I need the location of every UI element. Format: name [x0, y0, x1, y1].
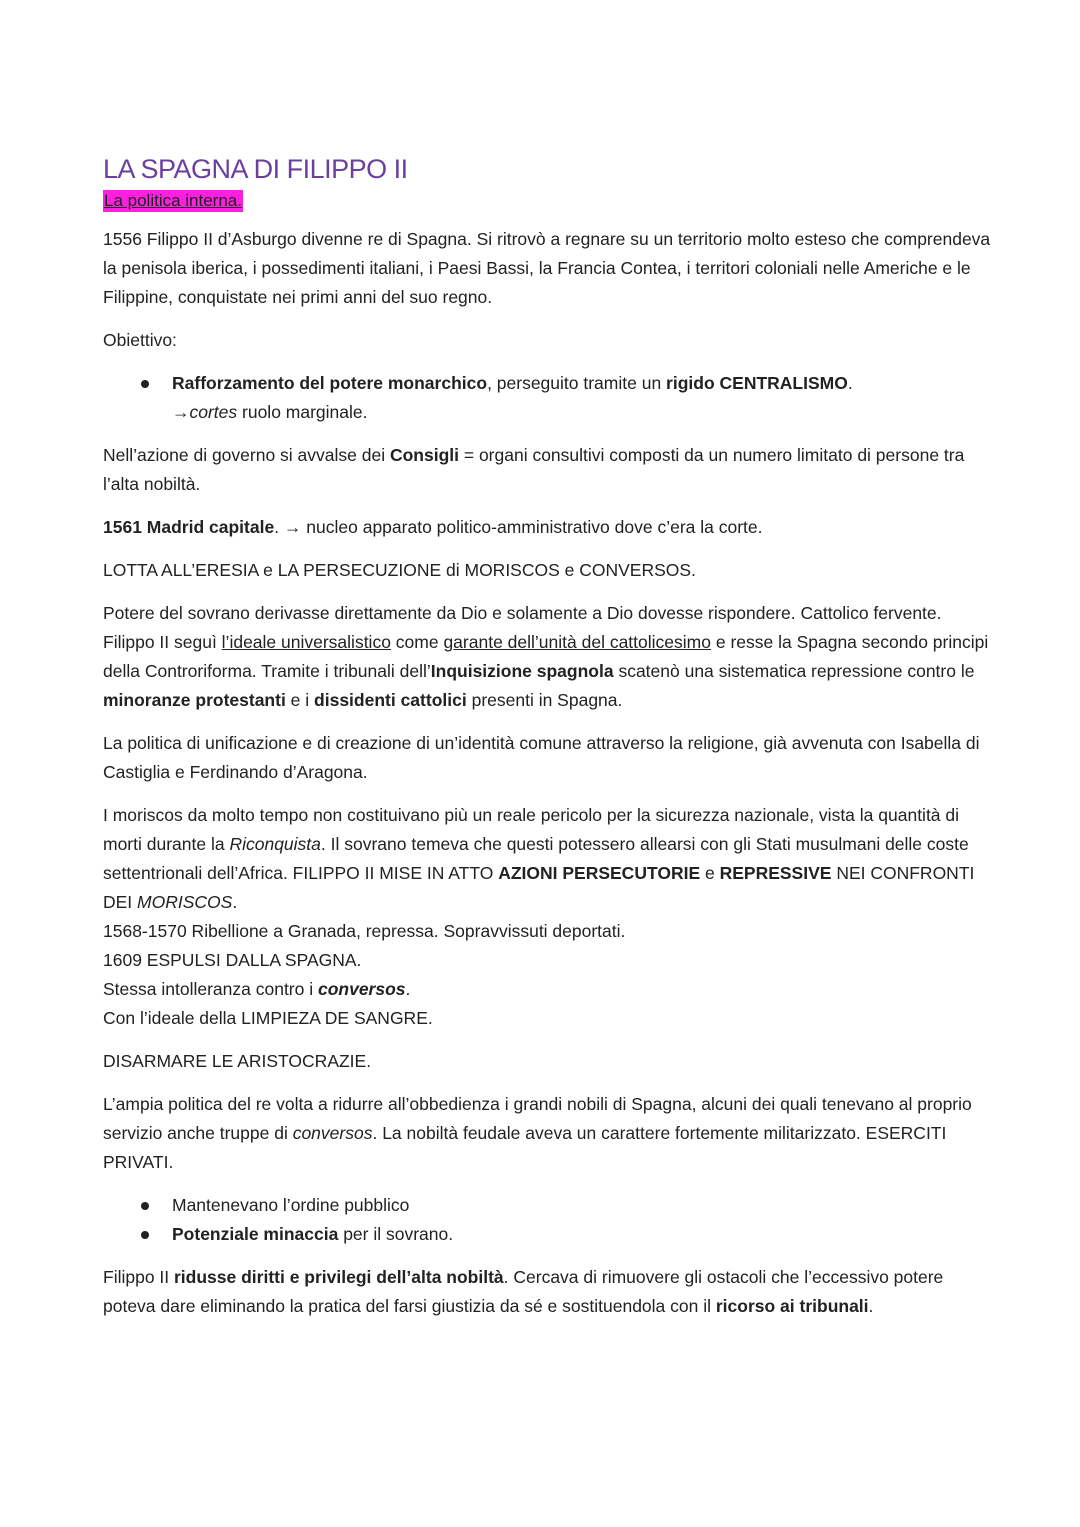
paragraph-moriscos: I moriscos da molto tempo non costituivano più un reale pericolo per la sicurezza nazionale, vista la quantità di morti durante la Riconquista. Il sovrano temeva che questi potessero allearsi con gli Stati musulmani delle coste settentrionali dell’Africa. FILIPPO II MISE IN ATTO AZIONI PERSECUTORIE e REPRESSIVE NEI CONFRONTI DEI MORISCOS. — [103, 805, 975, 912]
bold-text: minoranze protestanti — [103, 690, 286, 710]
bold-text: ridusse diritti e privilegi dell’alta nobiltà — [174, 1267, 504, 1287]
list-item: Mantenevano l’ordine pubblico — [103, 1191, 993, 1220]
arrow-icon: → — [172, 402, 190, 422]
bold-text: AZIONI PERSECUTORIE — [498, 863, 701, 883]
italic-text: MORISCOS — [137, 892, 233, 912]
bullet-list-obiettivo — [103, 369, 993, 427]
paragraph-consigli: Nell’azione di governo si avvalse dei Consigli = organi consultivi composti da un numero limitato di persone tra l’alta nobiltà. — [103, 445, 965, 494]
underlined-text: garante dell’unità del cattolicesimo — [443, 632, 711, 652]
bullet-icon — [141, 1202, 149, 1210]
section-subtitle: La politica interna. — [104, 191, 242, 210]
line-limpieza: Con l’ideale della LIMPIEZA DE SANGRE. — [103, 1008, 433, 1028]
paragraph-madrid: 1561 Madrid capitale. → nucleo apparato politico-amministrativo dove c’era la corte. — [103, 517, 763, 537]
document-page — [103, 152, 993, 1321]
bold-text: Inquisizione spagnola — [430, 661, 614, 681]
paragraph-potere: Potere del sovrano derivasse direttamente da Dio e solamente a Dio dovesse rispondere. Cattolico fervente. Filippo II seguì l’ideale universalistico come garante dell’unità del cattolicesimo e resse la Spagna secondo principi della Controriforma. Tramite i tribunali dell’Inquisizione spagnola scatenò una sistematica repressione contro le minoranze protestanti e i dissidenti cattolici presenti in Spagna. — [103, 603, 989, 710]
obiettivo-label: Obiettivo: — [103, 330, 177, 350]
bold-text: Rafforzamento del potere monarchico — [172, 373, 488, 393]
bullet-icon — [141, 1231, 149, 1239]
line-conversos: Stessa intolleranza contro i conversos. — [103, 979, 411, 999]
line-1568: 1568-1570 Ribellione a Granada, repressa. Sopravvissuti deportati. — [103, 921, 626, 941]
italic-text: cortes — [189, 402, 238, 422]
bold-italic-text: conversos — [317, 979, 406, 999]
paragraph-unificazione: La politica di unificazione e di creazione di un’identità comune attraverso la religione, già avvenuta con Isabella di Castiglia e Ferdinando d’Aragona. — [103, 733, 980, 782]
bold-text: REPRESSIVE — [719, 863, 832, 883]
list-item: Rafforzamento del potere monarchico, perseguito tramite un rigido CENTRALISMO. →cortes ruolo marginale. — [103, 369, 993, 427]
page-title: LA SPAGNA DI FILIPPO II — [103, 154, 408, 184]
bullet-list-eserciti — [103, 1191, 993, 1249]
bold-text: rigido CENTRALISMO — [666, 373, 848, 393]
paragraph-ampia: L’ampia politica del re volta a ridurre all’obbedienza i grandi nobili di Spagna, alcuni dei quali tenevano al proprio servizio anche truppe di conversos. La nobiltà feudale aveva un carattere fortemente militarizzato. ESERCITI PRIVATI. — [103, 1094, 972, 1172]
list-item: Potenziale minaccia per il sovrano. — [103, 1220, 993, 1249]
heading-lotta-eresia: LOTTA ALL’ERESIA e LA PERSECUZIONE di MORISCOS e CONVERSOS. — [103, 560, 696, 580]
italic-text: Riconquista — [229, 834, 321, 854]
paragraph-final: Filippo II ridusse diritti e privilegi dell’alta nobiltà. Cercava di rimuovere gli ostacoli che l’eccessivo potere poteva dare eliminando la pratica del farsi giustizia da sé e sostituendola con il ricorso ai tribunali. — [103, 1267, 944, 1316]
bold-text: dissidenti cattolici — [314, 690, 467, 710]
heading-disarmare: DISARMARE LE ARISTOCRAZIE. — [103, 1051, 372, 1071]
bold-text: Consigli — [389, 445, 459, 465]
italic-text: conversos — [292, 1123, 373, 1143]
paragraph-intro: 1556 Filippo II d’Asburgo divenne re di Spagna. Si ritrovò a regnare su un territorio molto esteso che comprendeva la penisola iberica, i possedimenti italiani, i Paesi Bassi, la Francia Contea, i territori coloniali nelle Americhe e le Filippine, conquistate nei primi anni del suo regno. — [103, 229, 991, 307]
bold-text: 1561 Madrid capitale — [103, 517, 275, 537]
bullet-icon — [141, 380, 149, 388]
line-1609: 1609 ESPULSI DALLA SPAGNA. — [103, 950, 362, 970]
bold-text: Potenziale minaccia — [172, 1224, 339, 1244]
bold-text: ricorso ai tribunali — [715, 1296, 869, 1316]
underlined-text: l’ideale universalistico — [221, 632, 391, 652]
